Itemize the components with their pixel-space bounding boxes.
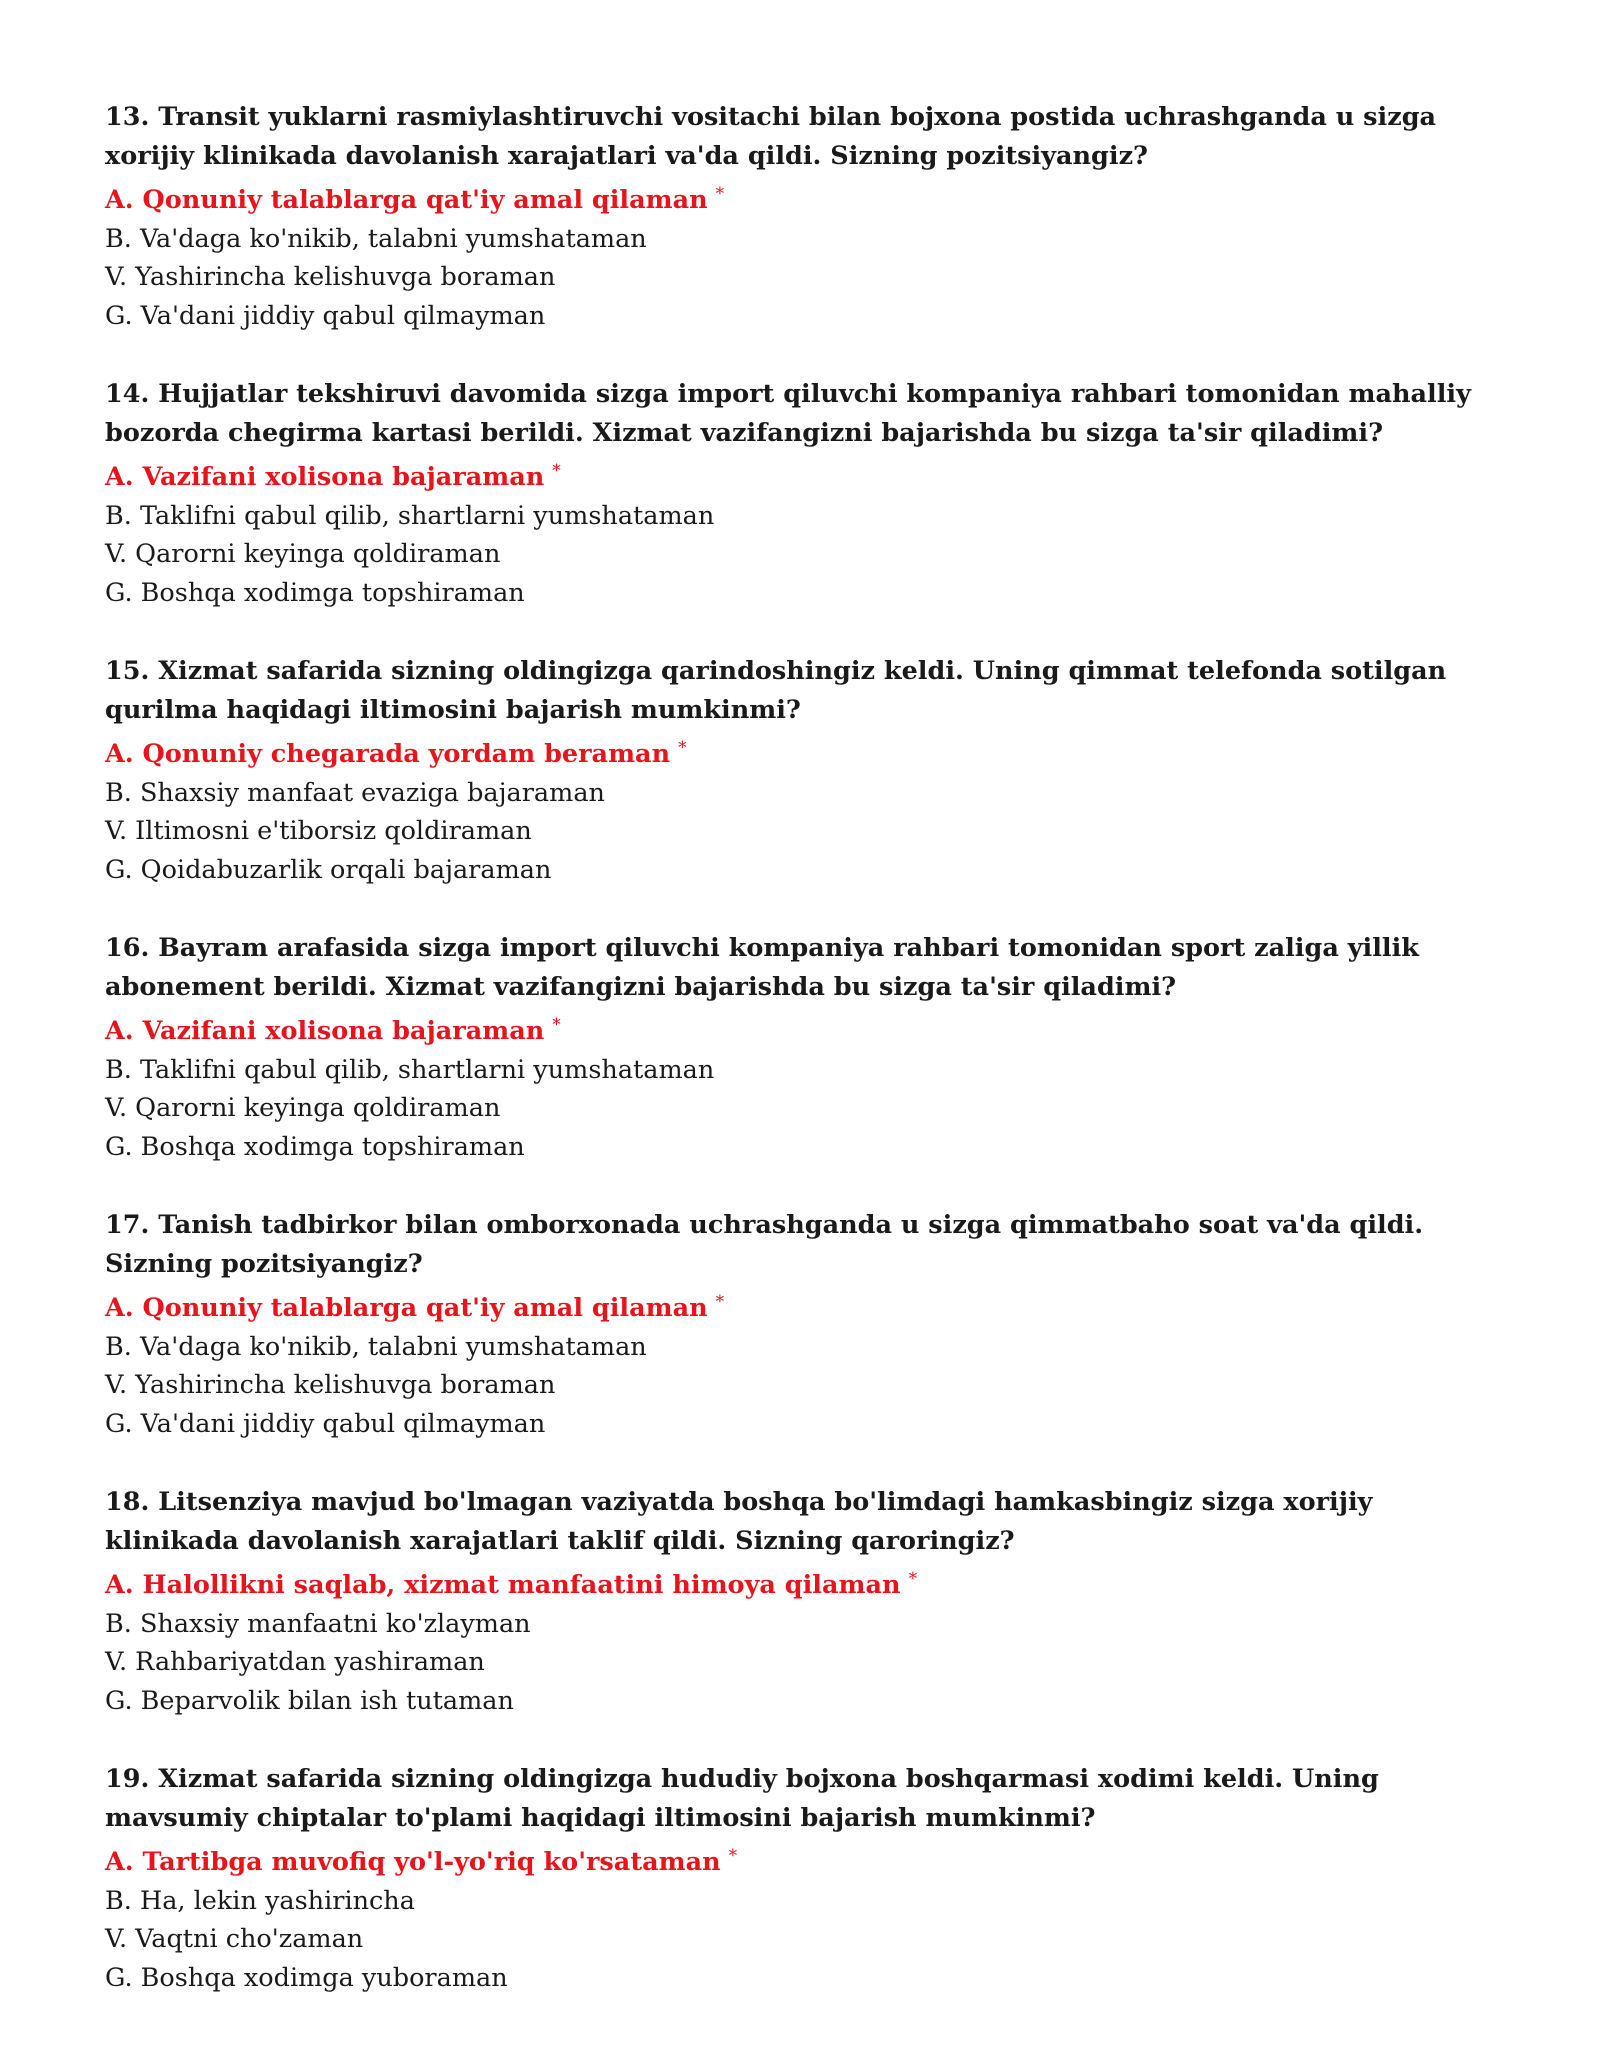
answer-g: G. Va'dani jiddiy qabul qilmayman [105, 1408, 546, 1439]
answer-g: G. Boshqa xodimga topshiraman [105, 577, 525, 608]
question-text: 14. Hujjatlar tekshiruvi davomida sizga import qiluvchi kompaniya rahbari tomonidan mahalliy bozorda chegirma kartasi berildi. Xizmat vazifangizni bajarishda bu sizga ta'sir qiladimi? [105, 379, 1471, 448]
answer-g: G. Qoidabuzarlik orqali bajaraman [105, 854, 552, 885]
answer-v: V. Yashirincha kelishuvga boraman [105, 262, 556, 292]
answer-a-label: A. Tartibga muvofiq yo'l-yo'riq ko'rsataman [105, 1847, 721, 1877]
answer-v: V. Iltimosni e'tiborsiz qoldiraman [105, 816, 532, 846]
correct-marker-star: * [678, 738, 687, 758]
answer-a-label: A. Halollikni saqlab, xizmat manfaatini himoya qilaman [105, 1570, 901, 1600]
answer-a-label: A. Qonuniy talablarga qat'iy amal qilaman [105, 1293, 708, 1323]
correct-marker-star: * [715, 1292, 725, 1312]
answer-g: G. Beparvolik bilan ish tutaman [105, 1685, 514, 1716]
answer-b: B. Shaxsiy manfaat evaziga bajaraman [105, 777, 605, 808]
question-14 [105, 375, 1505, 612]
correct-answer [105, 1560, 1505, 1605]
answer-b: B. Taklifni qabul qilib, shartlarni yumshataman [105, 500, 715, 531]
question-19 [105, 1760, 1505, 1997]
answer-a-label: A. Vazifani xolisona bajaraman [105, 462, 545, 492]
answer-b: B. Ha, lekin yashirincha [105, 1885, 415, 1916]
question-text: 13. Transit yuklarni rasmiylashtiruvchi vositachi bilan bojxona postida uchrashganda u sizga xorijiy klinikada davolanish xarajatlari va'da qildi. Sizning pozitsiyangiz? [105, 102, 1437, 171]
answer-b: B. Taklifni qabul qilib, shartlarni yumshataman [105, 1054, 715, 1085]
correct-answer [105, 1006, 1505, 1051]
question-list [105, 98, 1505, 2037]
answer-b: B. Shaxsiy manfaatni ko'zlayman [105, 1608, 531, 1639]
answer-g: G. Va'dani jiddiy qabul qilmayman [105, 300, 546, 331]
question-13 [105, 98, 1505, 335]
correct-answer [105, 1283, 1505, 1328]
correct-marker-star: * [715, 184, 725, 204]
correct-answer [105, 452, 1505, 497]
answer-a-label: A. Qonuniy talablarga qat'iy amal qilaman [105, 185, 708, 215]
correct-marker-star: * [908, 1569, 918, 1589]
question-15 [105, 652, 1505, 889]
question-18 [105, 1483, 1505, 1720]
correct-answer [105, 1837, 1505, 1882]
answer-v: V. Qarorni keyinga qoldiraman [105, 539, 501, 569]
answer-g: G. Boshqa xodimga yuboraman [105, 1962, 508, 1993]
question-text: 16. Bayram arafasida sizga import qiluvchi kompaniya rahbari tomonidan sport zaliga yillik abonement berildi. Xizmat vazifangizni bajarishda bu sizga ta'sir qiladimi? [105, 933, 1419, 1002]
answer-b: B. Va'daga ko'nikib, talabni yumshataman [105, 1331, 647, 1362]
question-16 [105, 929, 1505, 1166]
correct-marker-star: * [728, 1846, 738, 1866]
correct-marker-star: * [552, 461, 561, 481]
answer-a-label: A. Vazifani xolisona bajaraman [105, 1016, 545, 1046]
question-17 [105, 1206, 1505, 1443]
answer-v: V. Rahbariyatdan yashiraman [105, 1647, 485, 1677]
question-text: 17. Tanish tadbirkor bilan omborxonada uchrashganda u sizga qimmatbaho soat va'da qildi. Sizning pozitsiyangiz? [105, 1210, 1424, 1279]
question-text: 19. Xizmat safarida sizning oldingizga hududiy bojxona boshqarmasi xodimi keldi. Uning mavsumiy chiptalar to'plami haqidagi iltimosini bajarish mumkinmi? [105, 1764, 1379, 1833]
question-text: 18. Litsenziya mavjud bo'lmagan vaziyatda boshqa bo'limdagi hamkasbingiz sizga xorijiy klinikada davolanish xarajatlari taklif qildi. Sizning qaroringiz? [105, 1487, 1373, 1556]
answer-v: V. Qarorni keyinga qoldiraman [105, 1093, 501, 1123]
correct-answer [105, 175, 1505, 220]
answer-a-label: A. Qonuniy chegarada yordam beraman [105, 739, 671, 769]
answer-b: B. Va'daga ko'nikib, talabni yumshataman [105, 223, 647, 254]
question-text: 15. Xizmat safarida sizning oldingizga qarindoshingiz keldi. Uning qimmat telefonda sotilgan qurilma haqidagi iltimosini bajarish mumkinmi? [105, 656, 1447, 725]
answer-g: G. Boshqa xodimga topshiraman [105, 1131, 525, 1162]
correct-marker-star: * [552, 1015, 561, 1035]
correct-answer [105, 729, 1505, 774]
answer-v: V. Yashirincha kelishuvga boraman [105, 1370, 556, 1400]
answer-v: V. Vaqtni cho'zaman [105, 1924, 364, 1954]
